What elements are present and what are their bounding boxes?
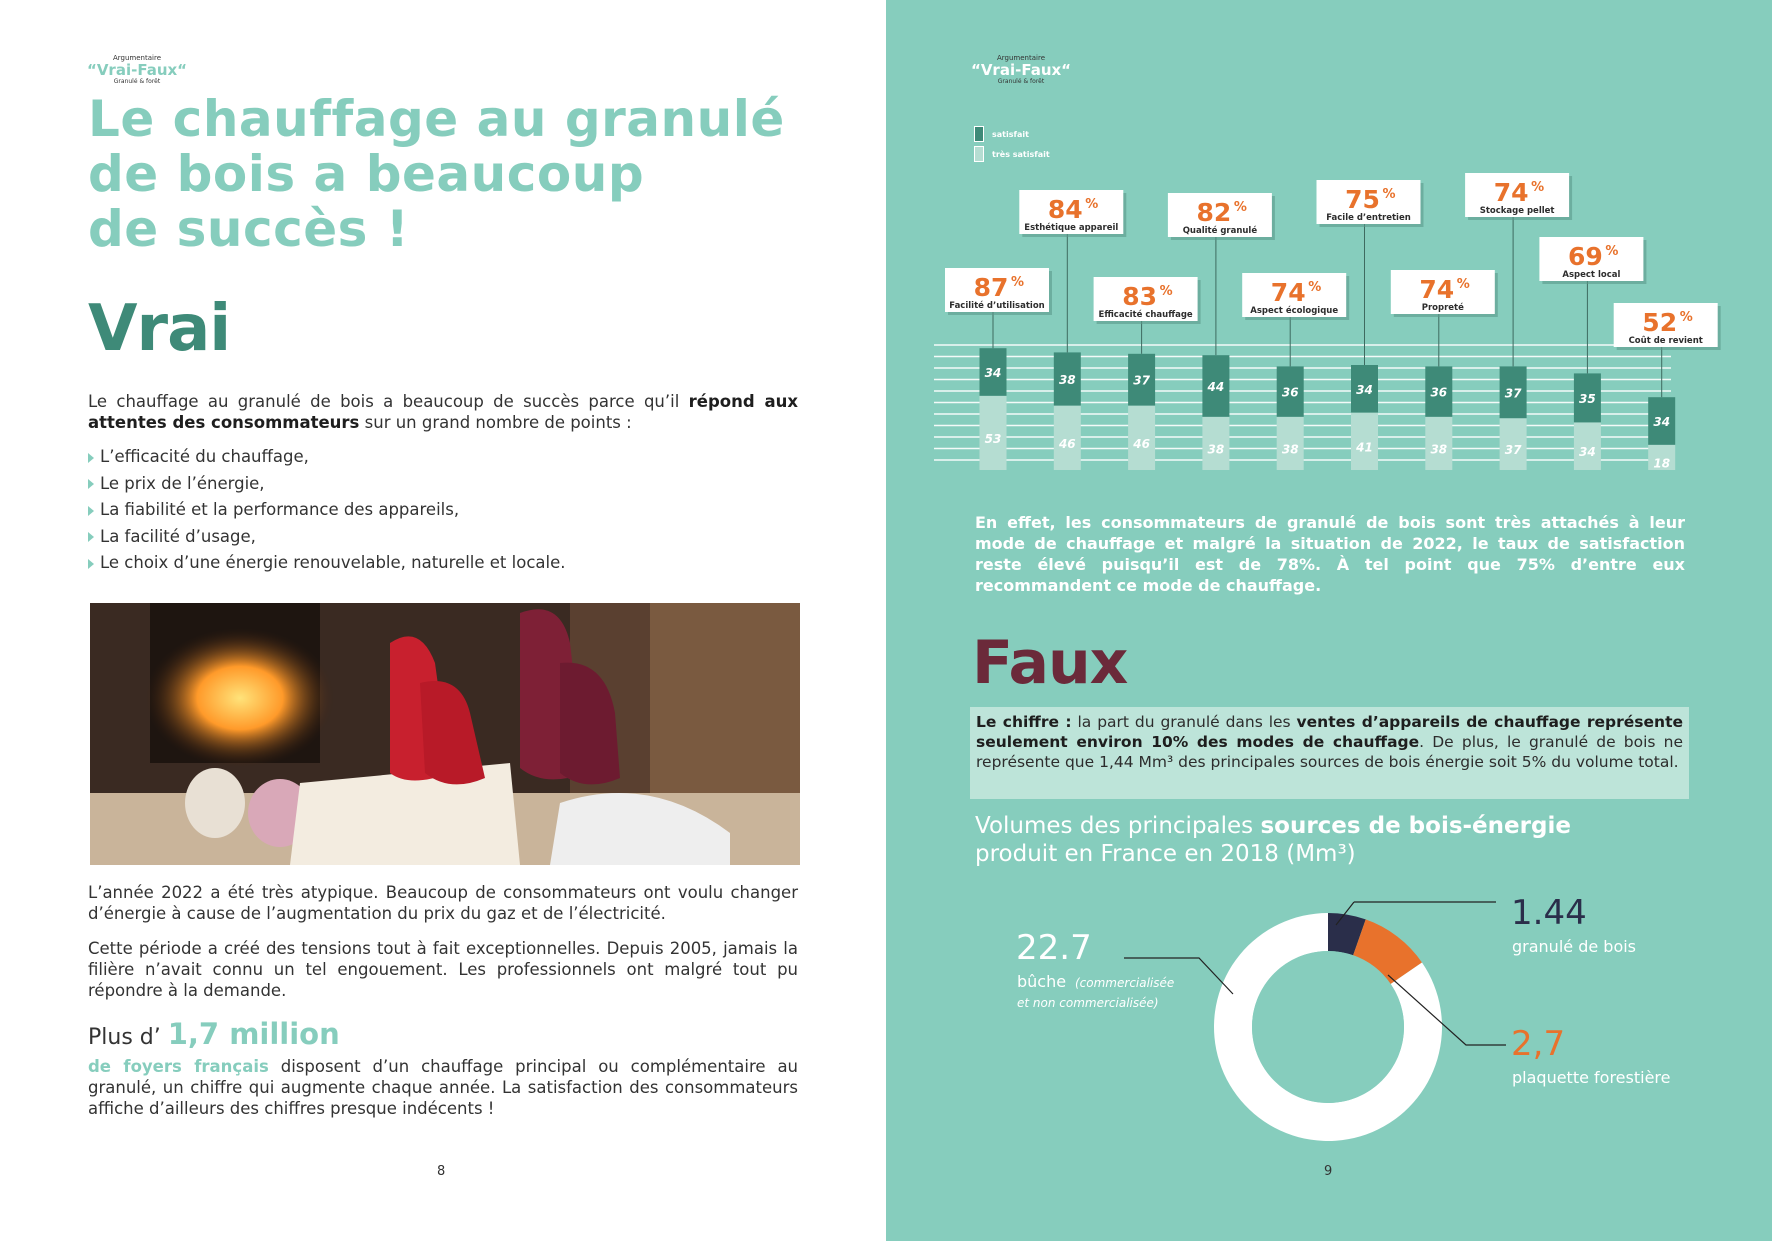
category-label: Facilité d’utilisation: [949, 301, 1045, 311]
satisfaction-paragraph: En effet, les consommateurs de granulé de bois sont très attachés à leur mode de chauffage et malgré la situation de 2022, le taux de satisfaction reste élevé puisqu’il est de 78%. À tel point que 75% d’entre eux recommandent ce mode de chauffage.: [975, 513, 1685, 595]
total-value-label: 87: [973, 273, 1009, 302]
bar-value-label: 18: [1653, 456, 1671, 471]
list-item: [88, 497, 566, 524]
faux-heading: Faux: [972, 628, 1128, 698]
brand-logo: [82, 54, 192, 86]
list-item-text: Le prix de l’énergie,: [100, 473, 265, 493]
list-item-text: Le choix d’une énergie renouvelable, naturelle et locale.: [100, 553, 566, 572]
bar-value-label: 36: [1281, 385, 1299, 400]
title-line: de succès !: [88, 200, 410, 258]
bar-value-label: 38: [1058, 373, 1076, 387]
logo-line1: Argumentaire: [997, 54, 1045, 62]
paragraph-foyers: [88, 1056, 798, 1119]
percent-sign: %: [1011, 275, 1025, 290]
percent-sign: %: [1159, 284, 1173, 299]
total-value-label: 82: [1196, 198, 1232, 227]
bar-value-label: 35: [1579, 391, 1596, 406]
bar-value-label: 34: [1653, 415, 1671, 429]
page-number: 9: [1324, 1164, 1333, 1179]
paragraph-tensions: Cette période a créé des tensions tout à fait exceptionnelles. Depuis 2005, jamais la filière n’avait connu un tel engouement. Les professionnels ont malgré tout pu répondre à la demande.: [88, 939, 798, 1000]
total-value-label: 52: [1642, 308, 1678, 337]
logo-line3: Granulé & forêt: [997, 78, 1045, 85]
bar-value-label: 34: [1356, 382, 1373, 397]
category-label: Stockage pellet: [1479, 206, 1555, 216]
plaquette-label: plaquette forestière: [1512, 1068, 1671, 1087]
list-item: [88, 471, 566, 498]
triangle-bullet-icon: [88, 453, 94, 463]
buche-sublabel-text: (commercialisée et non commercialisée): [1017, 976, 1175, 1010]
title-line: Le chauffage au granulé: [88, 90, 785, 148]
percent-sign: %: [1382, 187, 1396, 202]
donut-title-text: Volumes des principales: [975, 813, 1261, 839]
bar-value-label: 37: [1504, 443, 1522, 458]
legend-label: très satisfait: [992, 149, 1050, 159]
bois-energie-donut-chart: [886, 0, 1772, 1241]
category-label: Coût de revient: [1628, 336, 1703, 346]
percent-sign: %: [1308, 280, 1322, 295]
percent-sign: %: [1233, 200, 1247, 215]
legend-label: satisfait: [992, 129, 1029, 139]
bar-value-label: 37: [1504, 386, 1522, 401]
category-label: Efficacité chauffage: [1098, 310, 1193, 320]
bar-value-label: 34: [984, 366, 1002, 380]
total-value-label: 83: [1122, 282, 1157, 311]
category-label: Aspect écologique: [1250, 306, 1339, 316]
title-line: de bois a beaucoup: [88, 145, 645, 203]
logo-line1: Argumentaire: [113, 54, 161, 62]
list-item-text: La fiabilité et la performance des appareils,: [100, 500, 460, 519]
triangle-bullet-icon: [88, 506, 94, 516]
triangle-bullet-icon: [88, 532, 94, 542]
foyers-text: disposent d’un chauffage principal ou complémentaire au granulé, un chiffre qui augmente chaque année. La satisfaction des consommateurs affiche d’ailleurs des chiffres presque indécents !: [88, 1057, 799, 1118]
intro-text-end: sur un grand nombre de points :: [359, 413, 632, 432]
chiffre-text-end: . De plus, le granulé de bois ne représente que 1,44 Mm³ des principales sources de bois énergie soit 5% du volume total.: [976, 733, 1684, 771]
bar-value-label: 37: [1133, 373, 1150, 388]
chiffre-bold: ventes d’appareils de chauffage représente seulement environ 10% des modes de chauffage: [976, 713, 1683, 751]
donut-hole: [1252, 951, 1404, 1103]
total-value-label: 74: [1493, 178, 1529, 207]
chiffre-label: Le chiffre :: [976, 713, 1072, 731]
bar-value-label: 46: [1058, 436, 1076, 451]
logo-line3: Granulé & forêt: [113, 78, 161, 85]
buche-value: 22.7: [1016, 928, 1092, 968]
bar-value-label: 38: [1207, 442, 1225, 457]
list-item: [88, 524, 566, 551]
buche-label-text: bûche: [1017, 972, 1067, 991]
bar-value-label: 34: [1579, 445, 1596, 460]
page-title: [88, 92, 788, 257]
stat-prefix: Plus d’: [88, 1025, 168, 1050]
category-label: Propreté: [1421, 303, 1464, 313]
vrai-heading: Vrai: [88, 292, 231, 366]
triangle-bullet-icon: [88, 559, 94, 569]
percent-sign: %: [1531, 180, 1545, 195]
intro-bold: répond aux attentes des consommateurs: [88, 392, 799, 432]
donut-title-line2: produit en France en 2018 (Mm³): [975, 841, 1356, 867]
bar-value-label: 36: [1430, 385, 1448, 400]
total-value-label: 74: [1419, 275, 1455, 304]
list-item-text: L’efficacité du chauffage,: [100, 447, 309, 466]
category-label: Facile d’entretien: [1326, 213, 1411, 223]
category-label: Esthétique appareil: [1024, 223, 1119, 233]
bar-value-label: 38: [1281, 442, 1299, 457]
percent-sign: %: [1085, 197, 1099, 212]
total-value-label: 75: [1345, 185, 1380, 214]
total-value-label: 69: [1568, 242, 1603, 271]
triangle-bullet-icon: [88, 479, 94, 489]
bar-value-label: 41: [1356, 440, 1373, 455]
category-label: Qualité granulé: [1182, 226, 1258, 236]
total-value-label: 74: [1270, 278, 1306, 307]
intro-paragraph: [88, 391, 798, 433]
chiffre-text: la part du granulé dans les: [1071, 713, 1297, 731]
logo-line2: “Vrai-Faux“: [970, 61, 1072, 79]
category-label: Aspect local: [1562, 270, 1621, 280]
intro-text: Le chauffage au granulé de bois a beaucoup de succès parce qu’il: [88, 392, 689, 411]
granule-label: granulé de bois: [1512, 937, 1637, 956]
logo-line2: “Vrai-Faux“: [86, 61, 188, 79]
bullet-list: [88, 444, 566, 577]
percent-sign: %: [1605, 244, 1619, 259]
list-item: [88, 550, 566, 577]
granule-value: 1.44: [1511, 893, 1587, 933]
paragraph-2022: L’année 2022 a été très atypique. Beaucoup de consommateurs ont voulu changer d’énergie à cause de l’augmentation du prix du gaz et de l’électricité.: [88, 883, 798, 923]
bar-value-label: 44: [1207, 380, 1225, 394]
percent-sign: %: [1456, 277, 1470, 292]
page-number: 8: [437, 1164, 446, 1179]
foyers-bold: de foyers français: [88, 1057, 269, 1076]
list-item: [88, 444, 566, 471]
bar-value-label: 46: [1133, 436, 1150, 451]
bar-value-label: 38: [1430, 442, 1448, 457]
percent-sign: %: [1679, 310, 1693, 325]
bar-value-label: 53: [984, 431, 1002, 446]
cozy-fireplace-photo: [90, 603, 800, 865]
stat-headline: [88, 1017, 340, 1051]
stat-value: 1,7 million: [167, 1017, 340, 1051]
total-value-label: 84: [1047, 195, 1083, 224]
plaquette-value: 2,7: [1511, 1024, 1566, 1064]
donut-title-bold: sources de bois-énergie: [1260, 813, 1571, 839]
list-item-text: La facilité d’usage,: [100, 526, 256, 546]
